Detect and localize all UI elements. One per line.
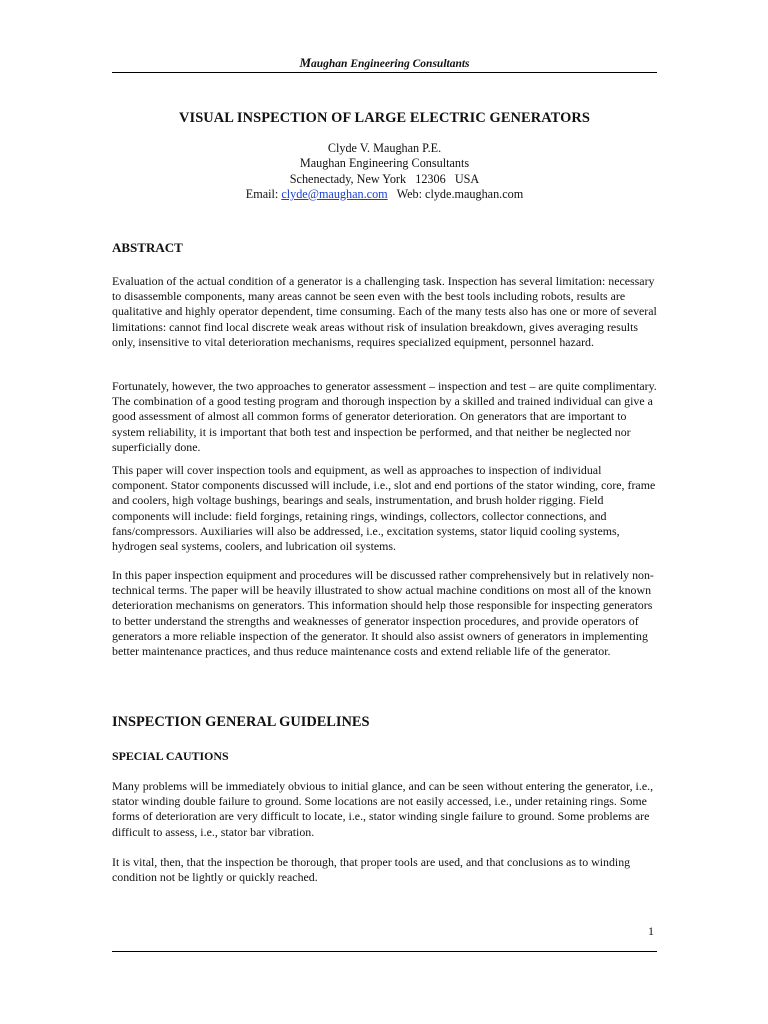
section-heading: INSPECTION GENERAL GUIDELINES: [112, 714, 370, 730]
author-block: [112, 141, 657, 202]
author-address: Schenectady, New York 12306 USA: [289, 171, 480, 186]
running-header: [112, 55, 657, 71]
document-title: VISUAL INSPECTION OF LARGE ELECTRIC GENERATORS: [179, 110, 590, 126]
email-label: Email:: [245, 186, 282, 201]
abstract-heading: ABSTRACT: [112, 240, 183, 255]
running-header-text: aughan Engineering Consultants: [311, 58, 470, 70]
header-rule: [112, 72, 657, 73]
abstract-paragraph: Evaluation of the actual condition of a generator is a challenging task. Inspection has several limitation: necessary to disassemble components, many areas cannot be seen even with the best tools including robots, results are qualitative and highly operator dependent, time consuming. Each of the many tests also has one or more of several limitations: cannot find local discrete weak areas without risk of insulation breakdown, gives averaging results only, insensitive to vital deterioration mechanisms, requires specialized equipment, personnel hazard.: [112, 274, 657, 349]
abstract-paragraph: In this paper inspection equipment and procedures will be discussed rather comprehensively but in relatively non-technical terms. The paper will be heavily illustrated to show actual machine conditions on most all of the known deterioration mechanisms on generators. This information should help those responsible for inspecting generators to better understand the strengths and weaknesses of generator inspection procedures, and provide operators of generators a more reliable inspection of the generator. It should also assist owners of generators in implementing better maintenance practices, and thus reduce maintenance costs and extend reliable life of the generator.: [112, 568, 654, 659]
body-paragraph: It is vital, then, that the inspection be thorough, that proper tools are used, and that conclusions as to winding condition not be lightly or quickly reached.: [112, 855, 631, 885]
body-paragraph: Many problems will be immediately obvious to initial glance, and can be seen without entering the generator, i.e., stator winding double failure to ground. Some locations are not easily accessed, i.e., under retaining rings. Some forms of deterioration are very difficult to locate, i.e., stator winding single failure to ground. Some problems are difficult to assess, i.e., stator bar vibration.: [112, 779, 654, 839]
web-address: clyde.maughan.com: [425, 186, 524, 201]
abstract-paragraph: This paper will cover inspection tools and equipment, as well as approaches to inspection of individual component. Stator components discussed will include, i.e., slot and end portions of the stator winding, core, frame and coolers, high voltage bushings, bearings and seals, instrumentation, and brush holder rigging. Field components will include: field forgings, retaining rings, windings, collectors, collector connections, and fans/compressors. Auxiliaries will also be addressed, i.e., excitation systems, stator liquid cooling systems, hydrogen seal systems, coolers, and lubrication oil systems.: [112, 463, 656, 554]
email-link[interactable]: clyde@maughan.com: [281, 186, 388, 201]
running-header-initial: M: [299, 55, 312, 70]
footer-rule: [112, 951, 657, 952]
author-company: Maughan Engineering Consultants: [299, 156, 470, 171]
subsection-heading: SPECIAL CAUTIONS: [112, 749, 229, 763]
web-label: Web:: [387, 186, 426, 201]
page-number: 1: [648, 924, 654, 938]
author-name: Clyde V. Maughan P.E.: [327, 141, 442, 155]
author-contact: [112, 187, 657, 202]
abstract-paragraph: Fortunately, however, the two approaches to generator assessment – inspection and test – are quite complimentary. The combination of a good testing program and thorough inspection by a skilled and trained individual can give a good assessment of almost all common forms of generator deterioration. On generators that are important to system reliability, it is important that both test and inspection be performed, and that neither be neglected nor superficially done.: [112, 379, 657, 454]
